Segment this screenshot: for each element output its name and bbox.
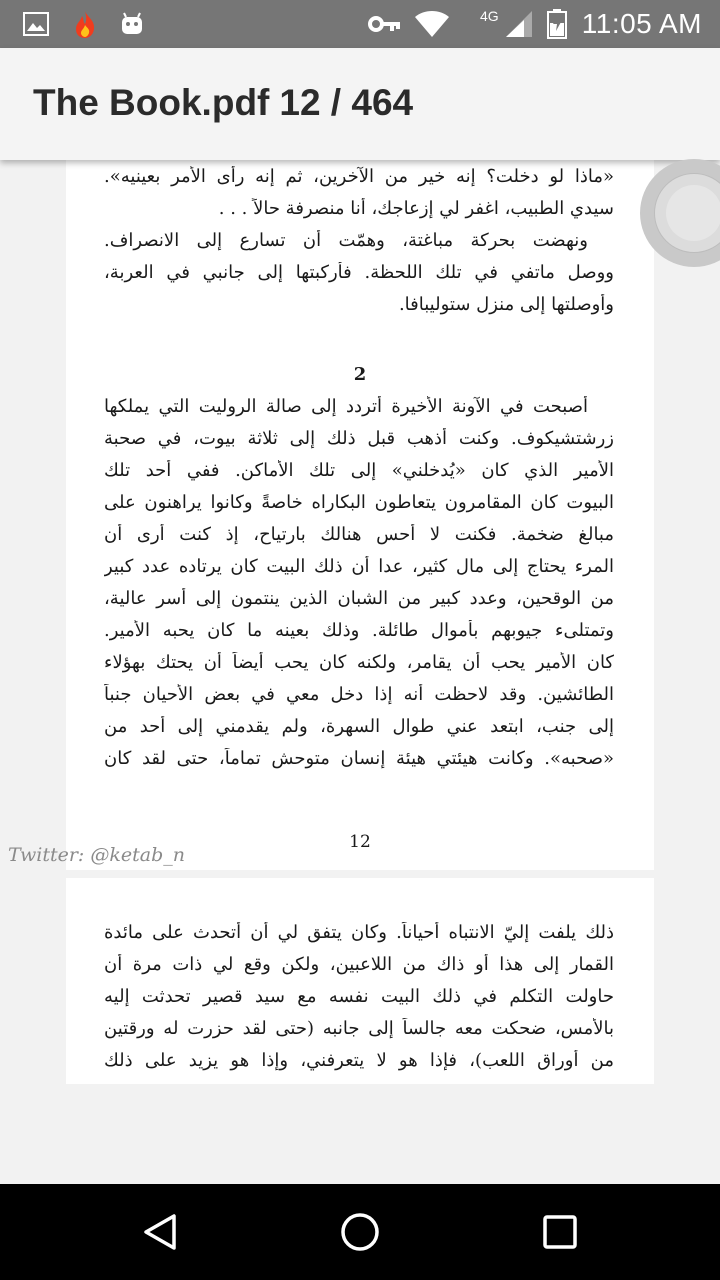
- text-line: المرء يحتاج إلى مال كثير، عدا أن ذلك البيت كان يرتاده عدد كبير: [104, 556, 614, 577]
- watermark-text: Twitter: @ketab_n: [8, 844, 185, 866]
- text-line: وتمتلىء جيوبهم بأموال طائلة. وذلك بعينه ما كان يحبه الأمير.: [104, 620, 614, 641]
- fire-icon: [72, 10, 98, 38]
- text-line: وأوصلتها إلى منزل ستوليبافا.: [398, 294, 614, 315]
- text-line: ونهضت بحركة مباغتة، وهمّت أن تسارع إلى الانصراف.: [104, 230, 588, 251]
- home-icon[interactable]: [330, 1208, 390, 1256]
- text-line: «ماذا لو دخلت؟ إنه خير من الآخرين، ثم إنه رأى الأمر بعينيه».: [104, 166, 614, 187]
- document-title: [33, 82, 423, 124]
- text-line: كان الأمير يحب أن يقامر، ولكنه كان يحب أيضاً أن يحتك بهؤلاء: [104, 652, 614, 673]
- network-type-label: 4G: [480, 8, 499, 24]
- text-line: الطائشين. وقد لاحظت أنه إذا دخل معي في بعض الأحيان جنباً: [104, 684, 614, 705]
- text-line: زرشتشيكوف. وكنت أذهب قبل ذلك إلى ثلاثة بيوت، في صحبة: [104, 428, 614, 449]
- text-line: «صحبه». وكانت هيئتي هيئة إنسان متوحش تماماً، حتى لقد كان: [104, 748, 614, 769]
- button-core: [666, 185, 720, 241]
- text-line: مبالغ ضخمة. فكنت لا أحس هنالك بارتياح، إذ كنت أرى أن: [104, 524, 614, 545]
- page-indicator: 12 / 464: [279, 82, 414, 123]
- text-line: من الوقحين، وعدد كبير من الشبان الذين ينتمون إلى أسر عالية،: [104, 588, 614, 609]
- app-bar: [0, 48, 720, 160]
- text-line: أصبحت في الآونة الأخيرة أتردد إلى صالة الروليت التي يملكها: [104, 396, 588, 417]
- chapter-number: 2: [353, 364, 367, 385]
- text-line: البيوت كان المقامرون يتعاطون البكاراه خاصةً وكانوا يراهنون على: [104, 492, 614, 513]
- text-line: من أوراق اللعب)، فإذا هو لا يتعرفني، وإذا هو يزيد على ذلك: [104, 1050, 614, 1071]
- wifi-icon: [414, 10, 450, 38]
- text-line: إلى جنب، ابتعد عني طوال السهرة، ولم يقدمني إلى أحد من: [104, 716, 614, 737]
- page-number: 12: [349, 832, 371, 852]
- text-line: الأمير الذي كان «يُدخلني» إلى تلك الأماكن. ففي أحد تلك: [104, 460, 614, 481]
- recents-icon[interactable]: [530, 1208, 590, 1256]
- text-line: سيدي الطبيب، اغفر لي إزعاجك، أنا منصرفة حالاً . . .: [218, 198, 614, 219]
- text-line: القمار إلى هذا أو ذاك من اللاعبين، ولكن وقع لي ذات مرة أن: [104, 954, 614, 975]
- cell-signal-icon: [504, 10, 534, 38]
- status-bar: [0, 0, 720, 48]
- vpn-key-icon: [368, 10, 402, 38]
- file-name: The Book.pdf: [33, 82, 270, 123]
- navigation-bar: [0, 1184, 720, 1280]
- text-line: حاولت التكلم في ذلك البيت نفسه مع سيد قصير تحدثت إليه: [104, 986, 614, 1007]
- back-icon[interactable]: [130, 1208, 190, 1256]
- pdf-viewer[interactable]: [0, 160, 720, 1184]
- pdf-page: [66, 160, 654, 870]
- status-time: 11:05 AM: [581, 8, 702, 39]
- text-line: بالأمس، ضحكت معه جالساً إلى جانبه (حتى لقد حزرت له ورقتين: [104, 1018, 614, 1039]
- battery-icon: [546, 10, 568, 38]
- gallery-icon: [22, 10, 50, 38]
- text-line: ووصل ماتفي في تلك اللحظة. فأركبتها إلى جانبي في العربة،: [104, 262, 614, 283]
- pdf-page: [66, 878, 654, 1084]
- android-icon: [118, 10, 146, 38]
- text-line: ذلك يلفت إليّ الانتباه أحياناً. وكان يتفق لي أن أتحدث على مائدة: [104, 922, 614, 943]
